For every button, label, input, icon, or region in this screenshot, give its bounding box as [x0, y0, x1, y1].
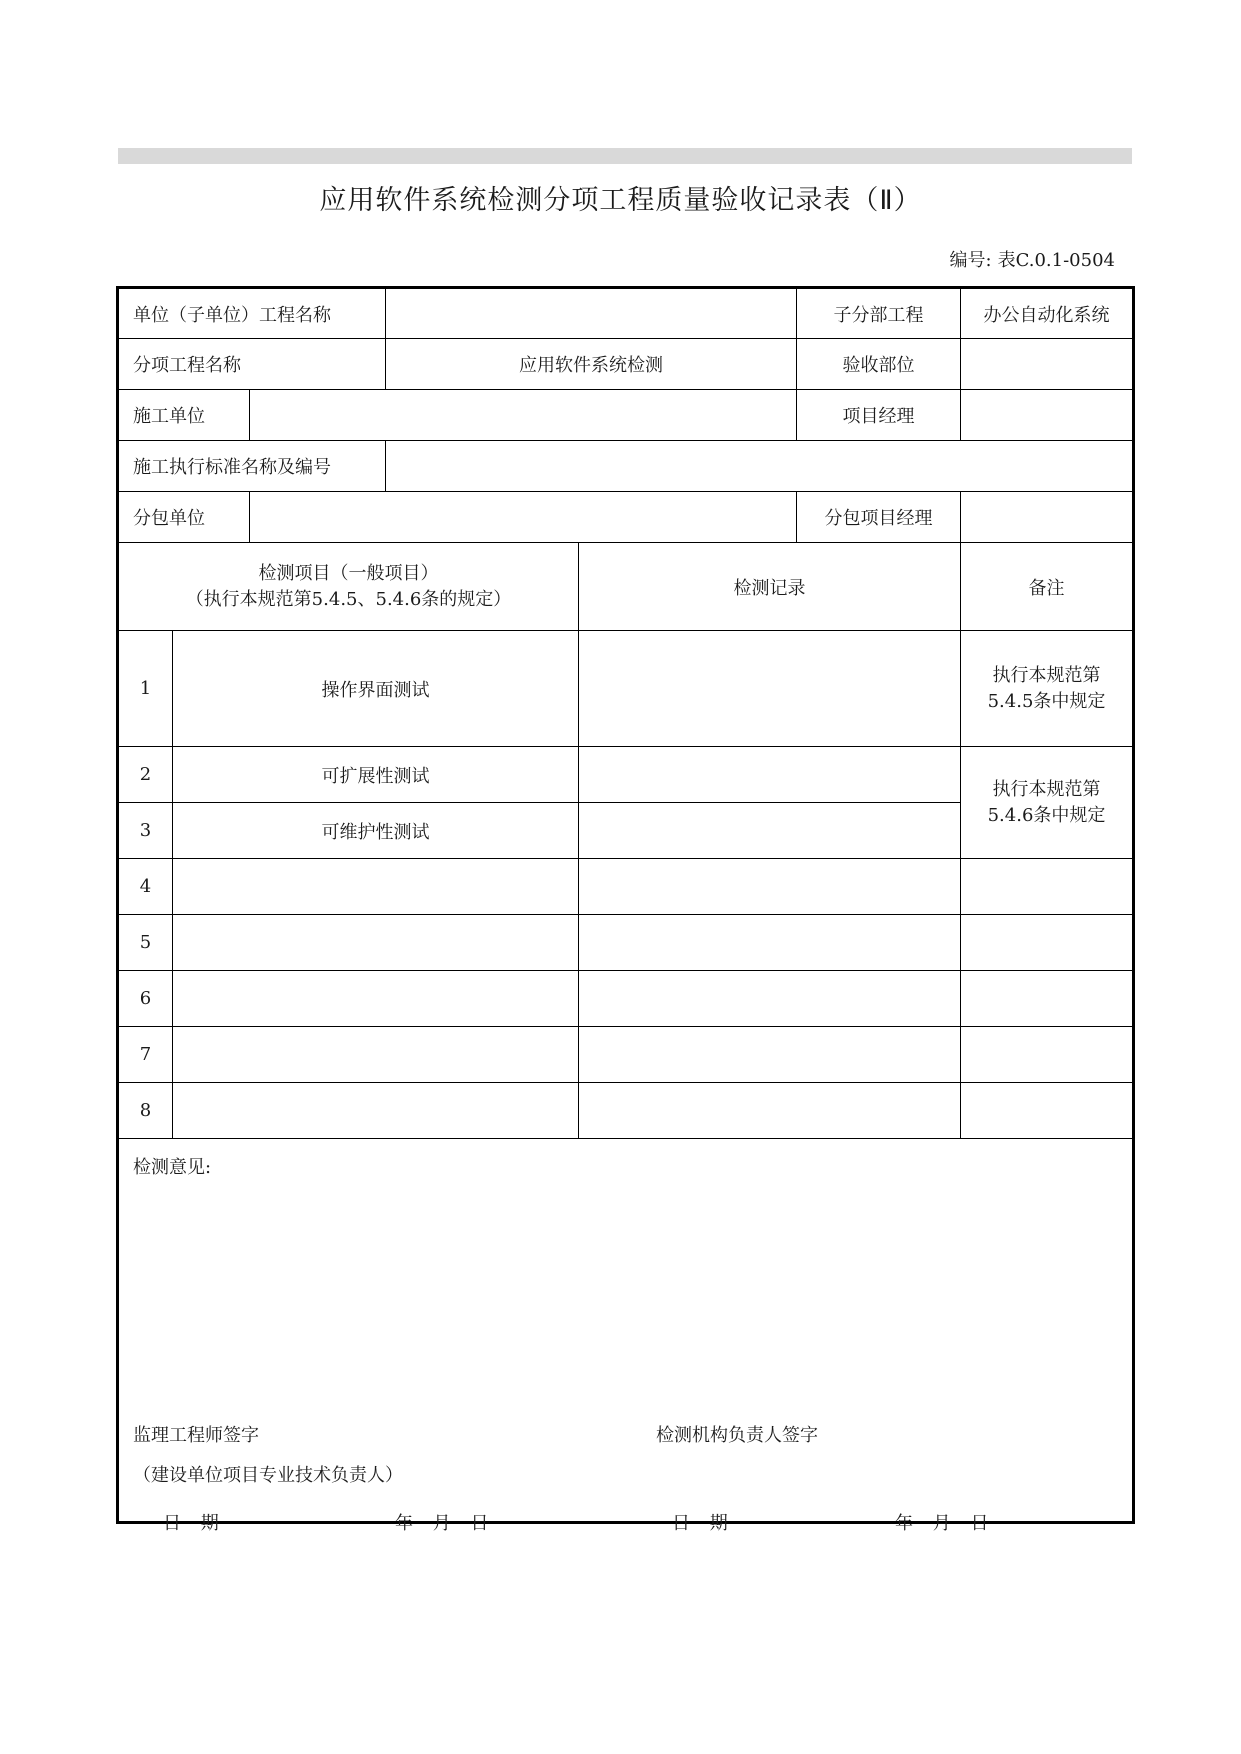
row-item-field[interactable] — [173, 859, 579, 915]
sub-division-label: 子分部工程 — [797, 288, 961, 339]
form-number-value: 表C.0.1-0504 — [997, 250, 1115, 271]
row-number: 6 — [118, 971, 173, 1027]
table-row — [118, 1083, 1134, 1139]
table-row — [118, 1027, 1134, 1083]
supervisor-date-ymd[interactable]: 年 月 日 — [395, 1513, 489, 1534]
row-item: 操作界面测试 — [173, 631, 579, 747]
row-item-field[interactable] — [173, 915, 579, 971]
construction-unit-label: 施工单位 — [118, 390, 250, 441]
row-record-field[interactable] — [579, 915, 961, 971]
row-remark-field[interactable] — [961, 1083, 1134, 1139]
row-number: 8 — [118, 1083, 173, 1139]
row-number: 5 — [118, 915, 173, 971]
row-item-field[interactable] — [173, 971, 579, 1027]
acceptance-record-table — [116, 286, 1135, 1534]
items-header-row — [118, 543, 1134, 631]
row-remark-line1: 执行本规范第 — [992, 664, 1101, 686]
table-row — [118, 971, 1134, 1027]
acceptance-part-label: 验收部位 — [797, 339, 961, 390]
agency-date-ymd[interactable]: 年 月 日 — [895, 1513, 989, 1534]
row-remark-field[interactable] — [961, 859, 1134, 915]
row-number: 1 — [118, 631, 173, 747]
acceptance-part-field[interactable] — [961, 339, 1134, 390]
sub-division-value[interactable]: 办公自动化系统 — [961, 288, 1134, 339]
row-item-field[interactable] — [173, 1027, 579, 1083]
row-remark-field[interactable] — [961, 915, 1134, 971]
standard-label: 施工执行标准名称及编号 — [118, 441, 386, 492]
row-number: 4 — [118, 859, 173, 915]
supervisor-date-label: 日 期 — [163, 1513, 219, 1534]
subcontractor-label: 分包单位 — [118, 492, 250, 543]
row-remark-field[interactable] — [961, 971, 1134, 1027]
info-row-construction — [118, 390, 1134, 441]
items-header-item — [118, 543, 579, 631]
opinion-section[interactable] — [118, 1139, 1134, 1534]
row-item-field[interactable] — [173, 1083, 579, 1139]
sub-pm-label: 分包项目经理 — [797, 492, 961, 543]
supervisor-note: （建设单位项目专业技术负责人） — [133, 1465, 403, 1486]
items-header-record: 检测记录 — [579, 543, 961, 631]
top-gray-bar — [118, 148, 1132, 164]
opinion-row — [118, 1139, 1134, 1523]
row-item: 可维护性测试 — [173, 803, 579, 859]
sub-item-value[interactable]: 应用软件系统检测 — [386, 339, 797, 390]
table-row — [118, 915, 1134, 971]
info-row-subcontractor — [118, 492, 1134, 543]
supervisor-sign-label: 监理工程师签字 — [133, 1425, 259, 1446]
info-row-sub-item — [118, 339, 1134, 390]
project-manager-field[interactable] — [961, 390, 1134, 441]
merged-remark — [961, 747, 1134, 859]
info-row-standard — [118, 441, 1134, 492]
row-record-field[interactable] — [579, 747, 961, 803]
project-manager-label: 项目经理 — [797, 390, 961, 441]
info-row-unit — [118, 288, 1134, 339]
row-number: 3 — [118, 803, 173, 859]
row-record-field[interactable] — [579, 971, 961, 1027]
form-number-label: 编号: — [949, 250, 992, 271]
row-record-field[interactable] — [579, 1027, 961, 1083]
row-record-field[interactable] — [579, 1083, 961, 1139]
sub-pm-field[interactable] — [961, 492, 1134, 543]
subcontractor-field[interactable] — [250, 492, 797, 543]
table-row — [118, 631, 1134, 747]
row-remark — [961, 631, 1134, 747]
row-number: 2 — [118, 747, 173, 803]
items-header-line2: （执行本规范第5.4.5、5.4.6条的规定） — [185, 588, 512, 610]
items-header-remark: 备注 — [961, 543, 1134, 631]
opinion-label: 检测意见: — [133, 1157, 212, 1178]
merged-remark-line2: 5.4.6条中规定 — [987, 804, 1106, 826]
agency-date-label: 日 期 — [672, 1513, 728, 1534]
sub-item-label: 分项工程名称 — [118, 339, 386, 390]
standard-field[interactable] — [386, 441, 1134, 492]
row-number: 7 — [118, 1027, 173, 1083]
row-record-field[interactable] — [579, 803, 961, 859]
table-row — [118, 747, 1134, 803]
form-number — [944, 246, 1115, 272]
row-item: 可扩展性测试 — [173, 747, 579, 803]
table-row — [118, 859, 1134, 915]
row-remark-line2: 5.4.5条中规定 — [987, 690, 1106, 712]
unit-name-label: 单位（子单位）工程名称 — [118, 288, 386, 339]
unit-name-field[interactable] — [386, 288, 797, 339]
row-record-field[interactable] — [579, 859, 961, 915]
agency-sign-label: 检测机构负责人签字 — [656, 1425, 818, 1446]
page-title: 应用软件系统检测分项工程质量验收记录表（Ⅱ） — [319, 185, 922, 216]
row-record-field[interactable] — [579, 631, 961, 747]
row-remark-field[interactable] — [961, 1027, 1134, 1083]
construction-unit-field[interactable] — [250, 390, 797, 441]
items-header-line1: 检测项目（一般项目） — [258, 562, 439, 584]
merged-remark-line1: 执行本规范第 — [992, 778, 1101, 800]
